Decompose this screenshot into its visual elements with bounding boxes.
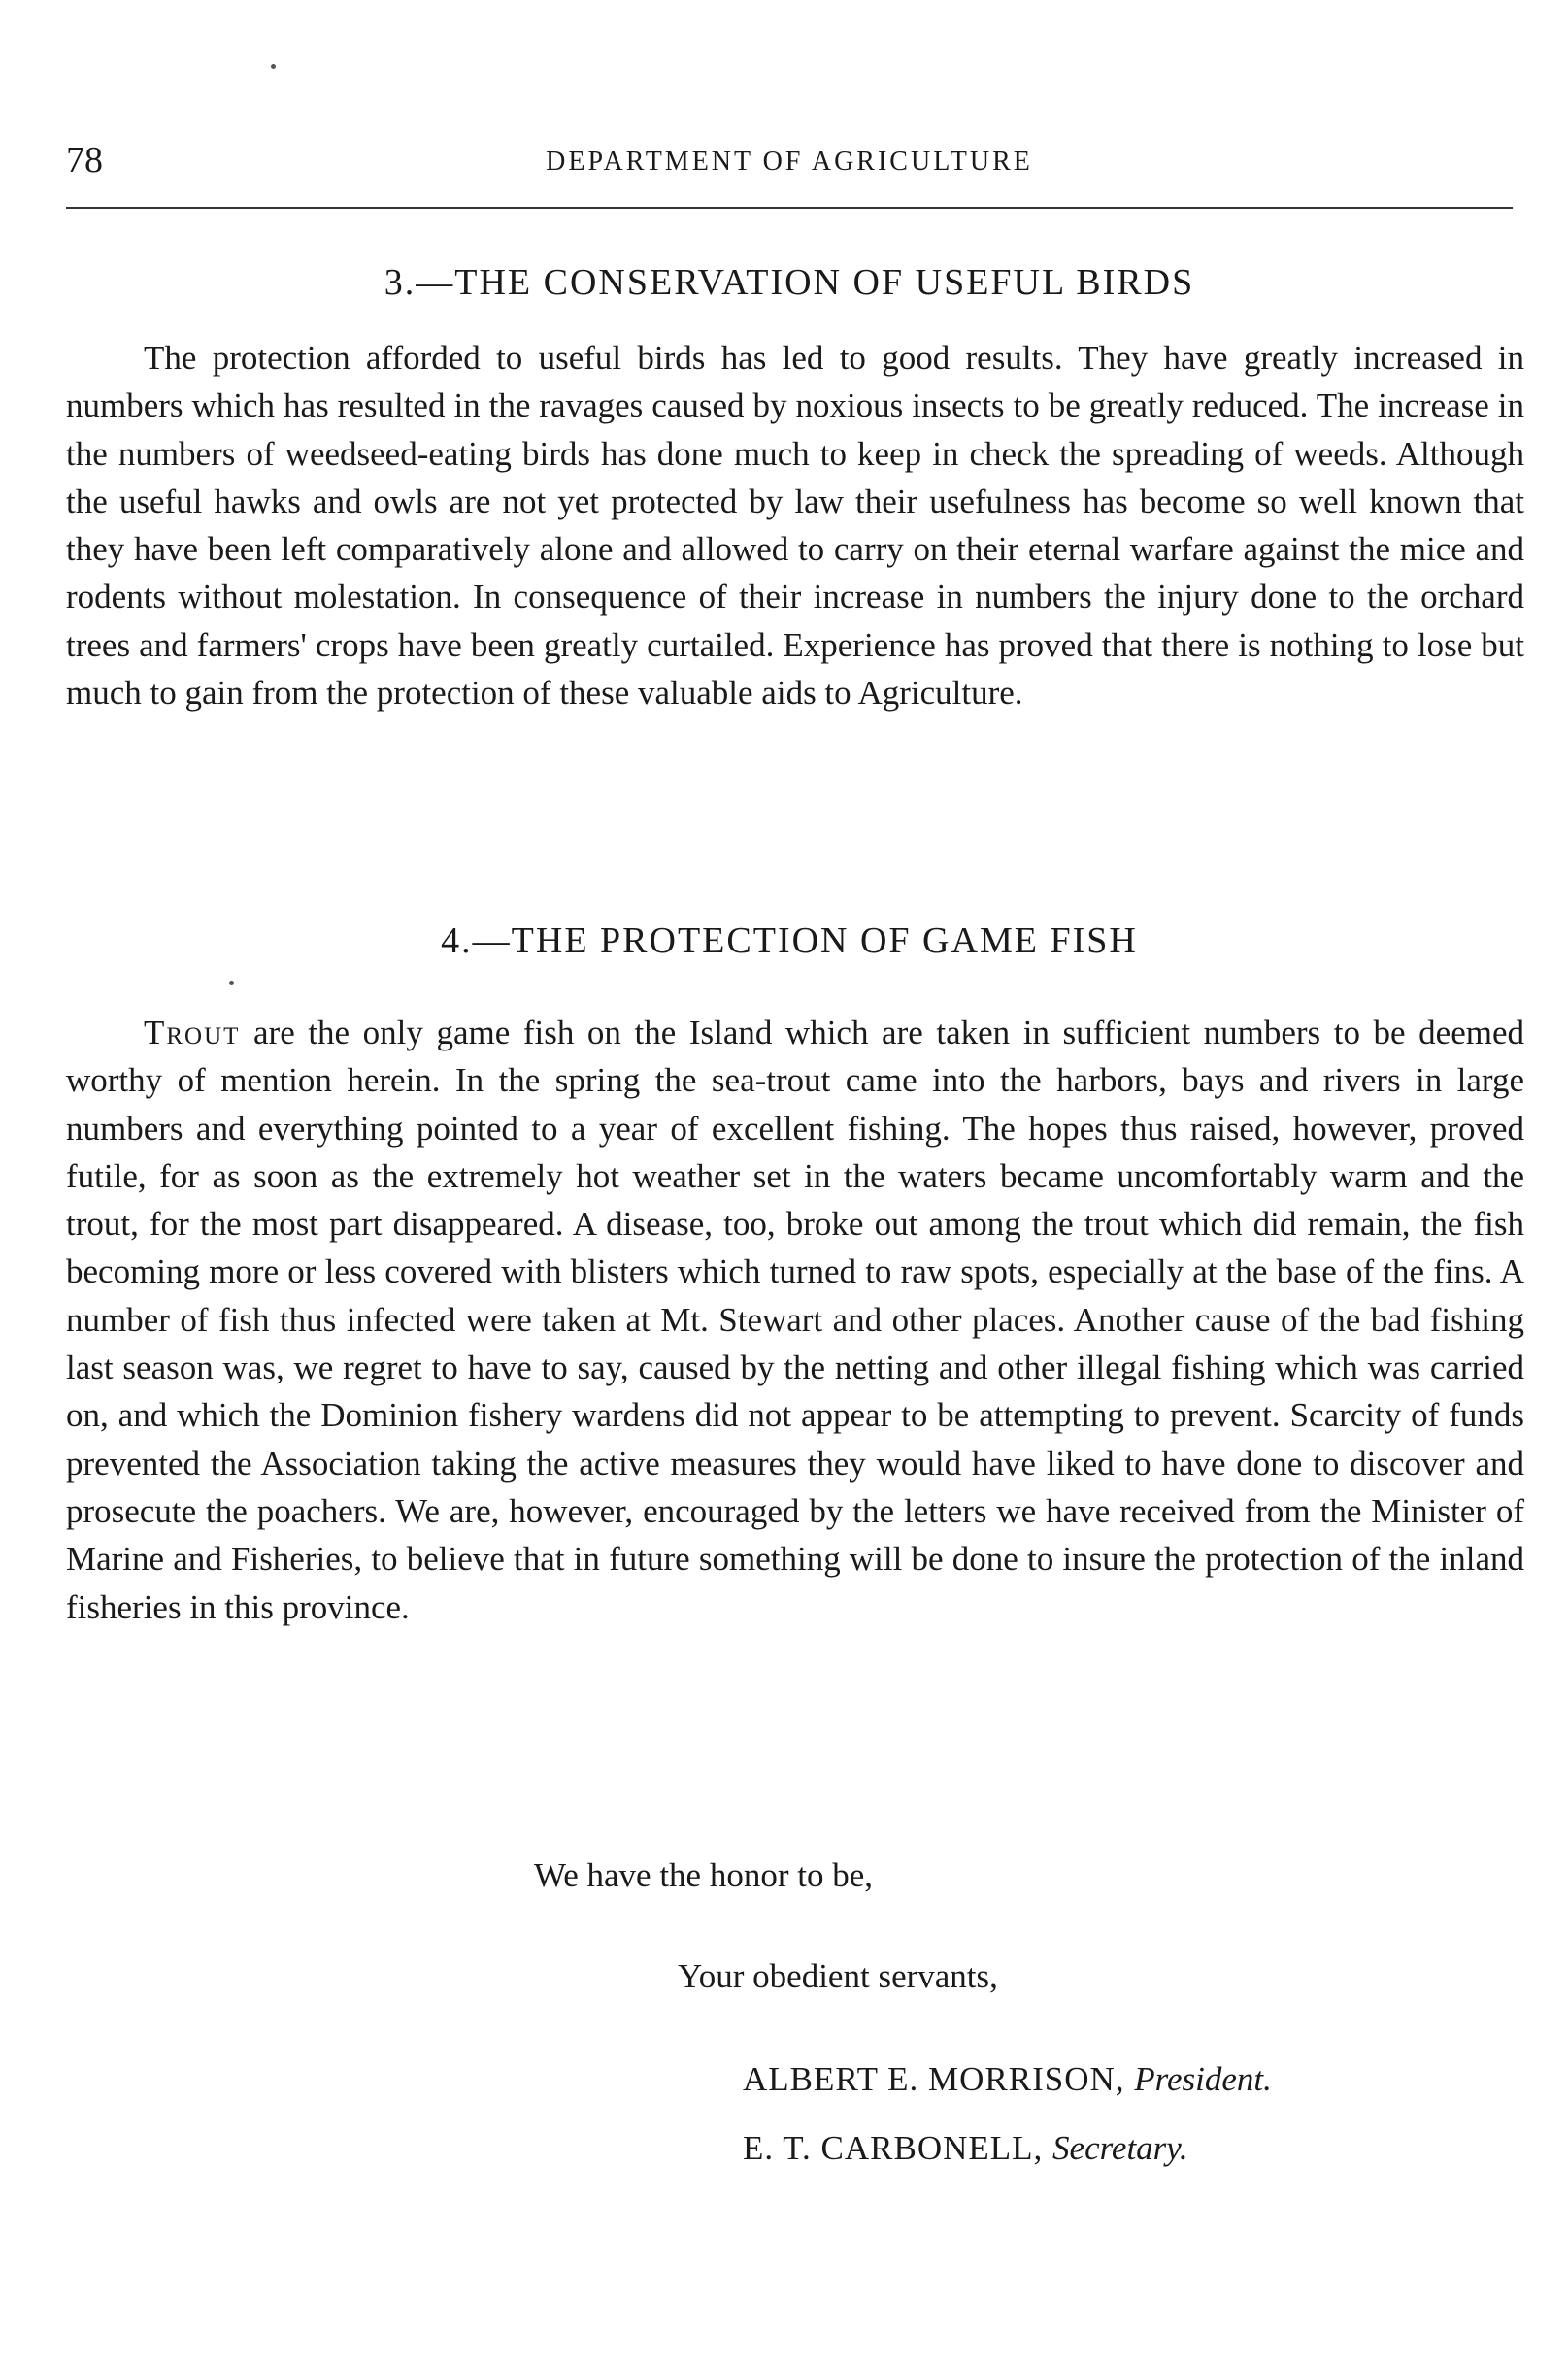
lead-word: Trout [144,1014,241,1051]
section-3-heading: 3.—THE CONSERVATION OF USEFUL BIRDS [384,262,1195,303]
signature-role: Secretary. [1052,2129,1188,2167]
closing-servants: Your obedient servants, [678,1957,998,1995]
running-title: DEPARTMENT OF AGRICULTURE [546,147,1033,177]
closing-salutation: We have the honor to be, [534,1856,874,1894]
page-number: 78 [66,140,103,181]
section-4-heading: 4.—THE PROTECTION OF GAME FISH [441,920,1138,961]
paper-speck [271,64,276,69]
signature-secretary [743,2124,1188,2173]
signature-president [743,2055,1272,2104]
running-head [66,136,1513,184]
header-rule [66,207,1513,209]
signature-name: ALBERT E. MORRISON, [743,2060,1125,2098]
signature-role: President. [1134,2060,1272,2098]
signature-name: E. T. CARBONELL, [743,2129,1044,2167]
section-4-paragraph [66,1009,1524,1631]
section-3-paragraph: The protection afforded to useful birds has led to good results. They have greatly increased in numbers which has resulted in the ravages caused by noxious insects to be greatly reduced. The increase in the numbers of weedseed-eating birds has done much to keep in check the spreading of weeds. Although the useful hawks and owls are not yet protected by law their usefulness has become so well known that they have been left comparatively alone and allowed to carry on their eternal warfare against the mice and rodents without molestation. In consequence of their increase in numbers the injury done to the orchard trees and farmers' crops have been greatly curtailed. Experience has proved that there is nothing to lose but much to gain from the protection of these valuable aids to Agriculture. [66,339,1524,713]
paper-speck [229,981,234,985]
section-4-body: are the only game fish on the Island which are taken in sufficient numbers to be deemed worthy of mention herein. In the spring the sea-trout came into the harbors, bays and rivers in large numbers and everything pointed to a year of excellent fishing. The hopes thus raised, however, proved futile, for as soon as the extremely hot weather set in the waters became uncomfortably warm and the trout, for the most part disappeared. A disease, too, broke out among the trout which did remain, the fish becoming more or less covered with blisters which turned to raw spots, especially at the base of the fins. A number of fish thus infected were taken at Mt. Stewart and other places. Another cause of the bad fishing last season was, we regret to have to say, caused by the netting and other illegal fishing which was carried on, and which the Dominion fishery wardens did not appear to be attempting to prevent. Scarcity of funds prevented the Association taking the active measures they would have liked to have done to discover and prosecute the poachers. We are, however, encouraged by the letters we have received from the Minister of Marine and Fisheries, to believe that in future something will be done to insure the protection of the inland fisheries in this province. [66,1014,1524,1626]
